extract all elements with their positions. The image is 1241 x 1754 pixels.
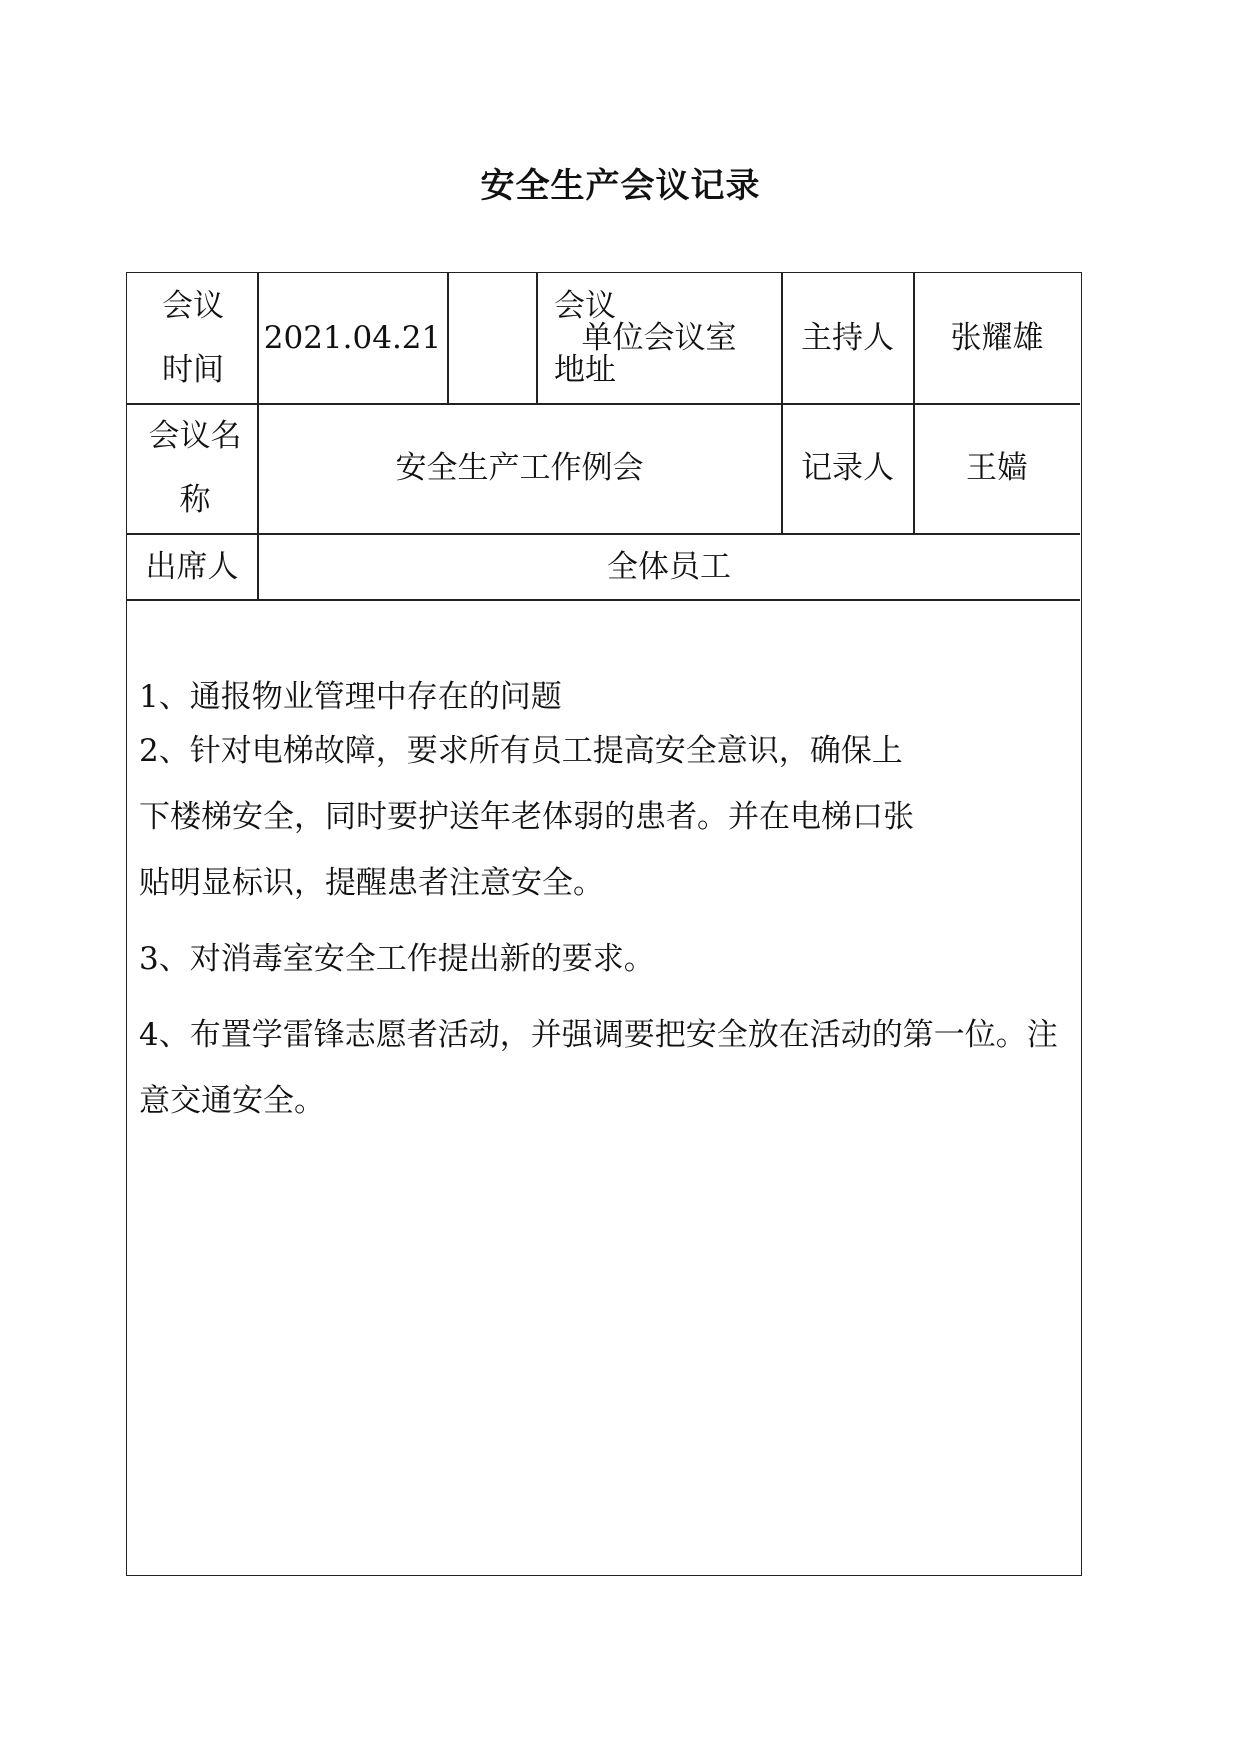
meeting-name-label: 会议名称 <box>148 418 242 518</box>
host-value: 张耀雄 <box>950 320 1044 356</box>
recorder-value: 王嫱 <box>966 450 1028 486</box>
meeting-time-value: 2021.04.21 <box>263 320 442 356</box>
recorder-label: 记录人 <box>801 450 894 486</box>
content-item-2-line-1: 2、针对电梯故障，要求所有员工提高安全意识，确保上 <box>139 733 903 769</box>
content-item-2-line-2: 下楼梯安全，同时要护送年老体弱的患者。并在电梯口张 <box>139 799 914 835</box>
meeting-time-label: 会议时间 <box>162 288 224 388</box>
host-label: 主持人 <box>801 320 894 356</box>
meeting-record-table <box>126 272 1082 1576</box>
meeting-location-label: 会议地址 <box>554 288 616 388</box>
content-item-1: 1、通报物业管理中存在的问题 <box>139 679 562 715</box>
row-divider-3 <box>127 599 1080 601</box>
content-item-4-line-1: 4、布置学雷锋志愿者活动，并强调要把安全放在活动的第一位。注 <box>139 1017 1058 1053</box>
meeting-location-value: 单位会议室 <box>581 320 737 356</box>
content-item-4-line-2: 意交通安全。 <box>139 1083 325 1119</box>
meeting-name-value: 安全生产工作例会 <box>395 450 644 486</box>
content-item-3: 3、对消毒室安全工作提出新的要求。 <box>139 941 655 977</box>
attendees-value: 全体员工 <box>607 548 731 585</box>
content-item-2-line-3: 贴明显标识，提醒患者注意安全。 <box>139 865 604 901</box>
page-title: 安全生产会议记录 <box>480 166 761 206</box>
attendees-label: 出席人 <box>145 548 239 585</box>
col-divider-date <box>447 273 449 403</box>
